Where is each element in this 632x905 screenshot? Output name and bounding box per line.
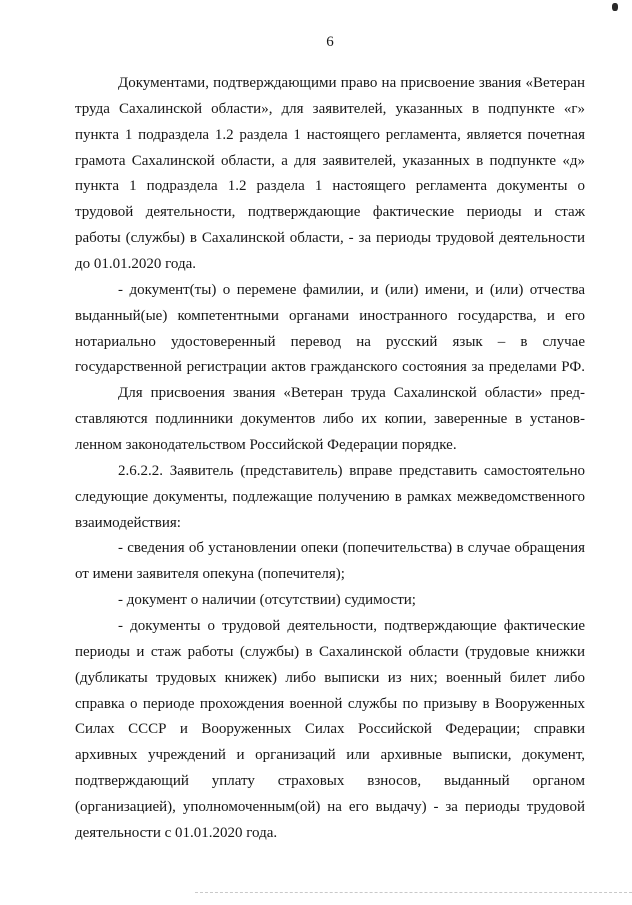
paragraph-name-change-document: [75, 278, 585, 381]
text-line: архивных учреждений и организаций или архивные выписки, документ,: [75, 747, 585, 764]
paragraph-originals-or-copies: [75, 381, 585, 459]
text-line: от имени заявителя опекуна (попечителя);: [75, 566, 345, 583]
list-item-labor-documents: [75, 614, 585, 847]
text-line: деятельности с 01.01.2020 года.: [75, 824, 278, 841]
text-line: - документ о наличии (отсутствии) судимости;: [118, 592, 416, 609]
text-line: государственной регистрации актов гражданского состояния за пределами РФ.: [75, 359, 585, 376]
text-line: - документ(ты) о перемене фамилии, и (или) имени, и (или) отчества: [118, 281, 585, 298]
text-line: Для присвоения звания «Ветеран труда Сахалинской области» пред-: [118, 385, 585, 402]
text-line: 2.6.2.2. Заявитель (представитель) вправе представить самостоятельно: [118, 462, 585, 479]
text-line: ставляются подлинники документов либо их копии, заверенные в установ-: [75, 411, 585, 428]
text-line: ленном законодательством Российской Федерации порядке.: [75, 437, 457, 454]
text-line: труда Сахалинской области», для заявителей, указанных в подпункте «г»: [75, 100, 585, 117]
text-line: Силах СССР и Вооруженных Силах Российской Федерации; справки: [75, 721, 585, 738]
text-line: - сведения об установлении опеки (попечительства) в случае обращения: [118, 540, 585, 557]
text-line: грамота Сахалинской области, а для заявителей, указанных в подпункте «д»: [75, 152, 585, 169]
text-line: нотариально удостоверенный перевод на русский язык – в случае: [75, 333, 585, 350]
page-number: 6: [326, 34, 334, 50]
paragraph-2-6-2-2: [75, 459, 585, 537]
text-line: периоды и стаж работы (службы) в Сахалинской области (трудовые книжки: [75, 643, 585, 660]
scan-speck: [612, 3, 618, 11]
text-line: до 01.01.2020 года.: [75, 256, 197, 273]
document-body: [75, 71, 585, 847]
text-line: (дубликаты трудовых книжек) либо выписки из них; военный билет либо: [75, 669, 585, 686]
text-line: следующие документы, подлежащие получению в рамках межведомственного: [75, 488, 585, 505]
text-line: (организацией), уполномоченным(ой) на его выдачу) - за периоды трудовой: [75, 799, 585, 816]
text-line: - документы о трудовой деятельности, подтверждающие фактические: [118, 618, 585, 635]
text-line: пункта 1 подраздела 1.2 раздела 1 настоящего регламента, является почетная: [75, 126, 585, 143]
text-line: работы (службы) в Сахалинской области, - за периоды трудовой деятельности: [75, 230, 585, 247]
text-line: пункта 1 подраздела 1.2 раздела 1 настоящего регламента документы о: [75, 178, 585, 195]
text-line: справка о периоде прохождения военной службы по призыву в Вооруженных: [75, 695, 585, 712]
list-item-guardianship: [75, 536, 585, 588]
list-item-criminal-record: [75, 588, 585, 614]
text-line: взаимодействия:: [75, 514, 181, 531]
scan-edge-line: [195, 892, 632, 893]
paragraph-veteran-documents: [75, 71, 585, 278]
text-line: трудовой деятельности, подтверждающие фактические периоды и стаж: [75, 204, 585, 221]
text-line: подтверждающий уплату страховых взносов, выданный органом: [75, 773, 585, 790]
text-line: выданный(ые) компетентными органами иностранного государства, и его: [75, 307, 585, 324]
text-line: Документами, подтверждающими право на присвоение звания «Ветеран: [118, 75, 585, 91]
